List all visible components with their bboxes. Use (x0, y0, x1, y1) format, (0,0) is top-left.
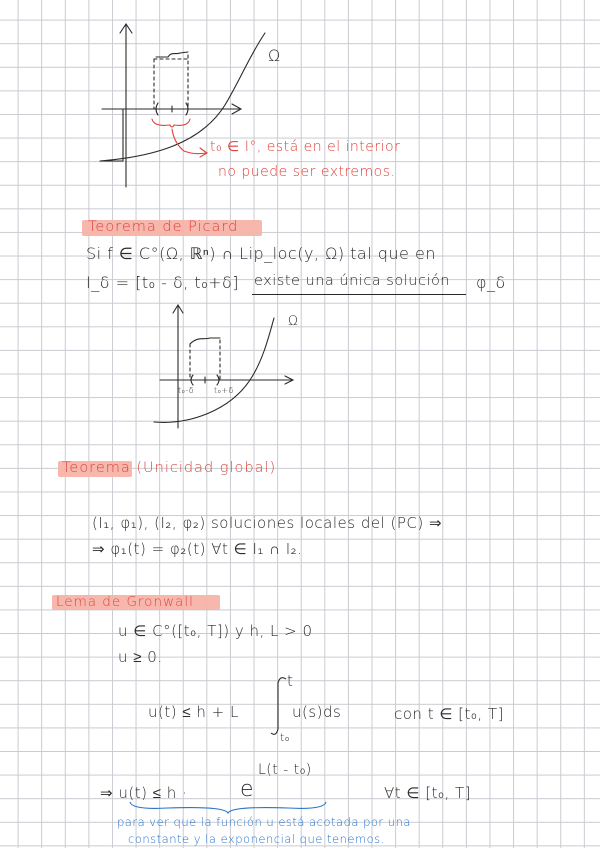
exponent: L(t - t₀) (258, 762, 312, 778)
omega-label-2: Ω (288, 314, 299, 329)
picard-statement-line1: Si f ∈ C°(Ω, ℝⁿ) ∩ Lip_loc(y, Ω) tal que en (86, 244, 436, 263)
unicidad-title: Teorema (Unicidad global) (62, 460, 277, 476)
unicidad-line2: ⇒ φ₁(t) = φ₂(t) ∀t ∈ I₁ ∩ I₂. (92, 540, 303, 558)
omega-label-1: Ω (268, 46, 281, 65)
picard-unique-solution: existe una única solución (254, 273, 451, 289)
gronwall-hypothesis-2: u ≥ 0. (118, 648, 163, 666)
unicidad-line1: (I₁, φ₁), (I₂, φ₂) soluciones locales del (PC) ⇒ (92, 514, 443, 532)
integral-lower-limit: t₀ (280, 731, 290, 744)
gronwall-result-lhs: ⇒ u(t) ≤ h · (100, 784, 188, 802)
integral-upper-limit: t (287, 672, 294, 690)
integrand: u(s)ds (292, 703, 342, 721)
picard-title: Teorema de Picard (88, 219, 239, 235)
gronwall-hypothesis-1: u ∈ C°([t₀, T]) y h, L > 0 (118, 622, 313, 640)
picard-underline (252, 294, 466, 295)
interior-note-line1: t₀ ∈ I°, está en el interior (210, 139, 401, 155)
exponential-base: e (240, 777, 255, 802)
tick-label-left: t₀-δ (178, 386, 195, 395)
integral-lhs: u(t) ≤ h + L (148, 703, 239, 721)
integral-domain: con t ∈ [t₀, T] (394, 705, 504, 723)
gronwall-title: Lema de Gronwall (56, 594, 194, 610)
interior-note-line2: no puede ser extremos. (218, 164, 396, 180)
tick-label-right: t₀+δ (214, 386, 234, 395)
pointer-arrow (172, 129, 206, 154)
gronwall-result-domain: ∀t ∈ [t₀, T] (384, 784, 472, 802)
picard-statement-line2-start: I_δ = [t₀ - δ, t₀+δ] (86, 273, 240, 292)
gronwall-note-line2: constante y la exponencial que tenemos. (128, 832, 385, 846)
gronwall-note-line1: para ver que la función u está acotada por una (117, 815, 411, 829)
interval-brace (152, 119, 190, 127)
picard-solution-symbol: φ_δ (476, 273, 506, 292)
result-brace (128, 800, 328, 816)
omega-boundary-curve (154, 318, 274, 422)
figure-2-graph (150, 300, 310, 435)
